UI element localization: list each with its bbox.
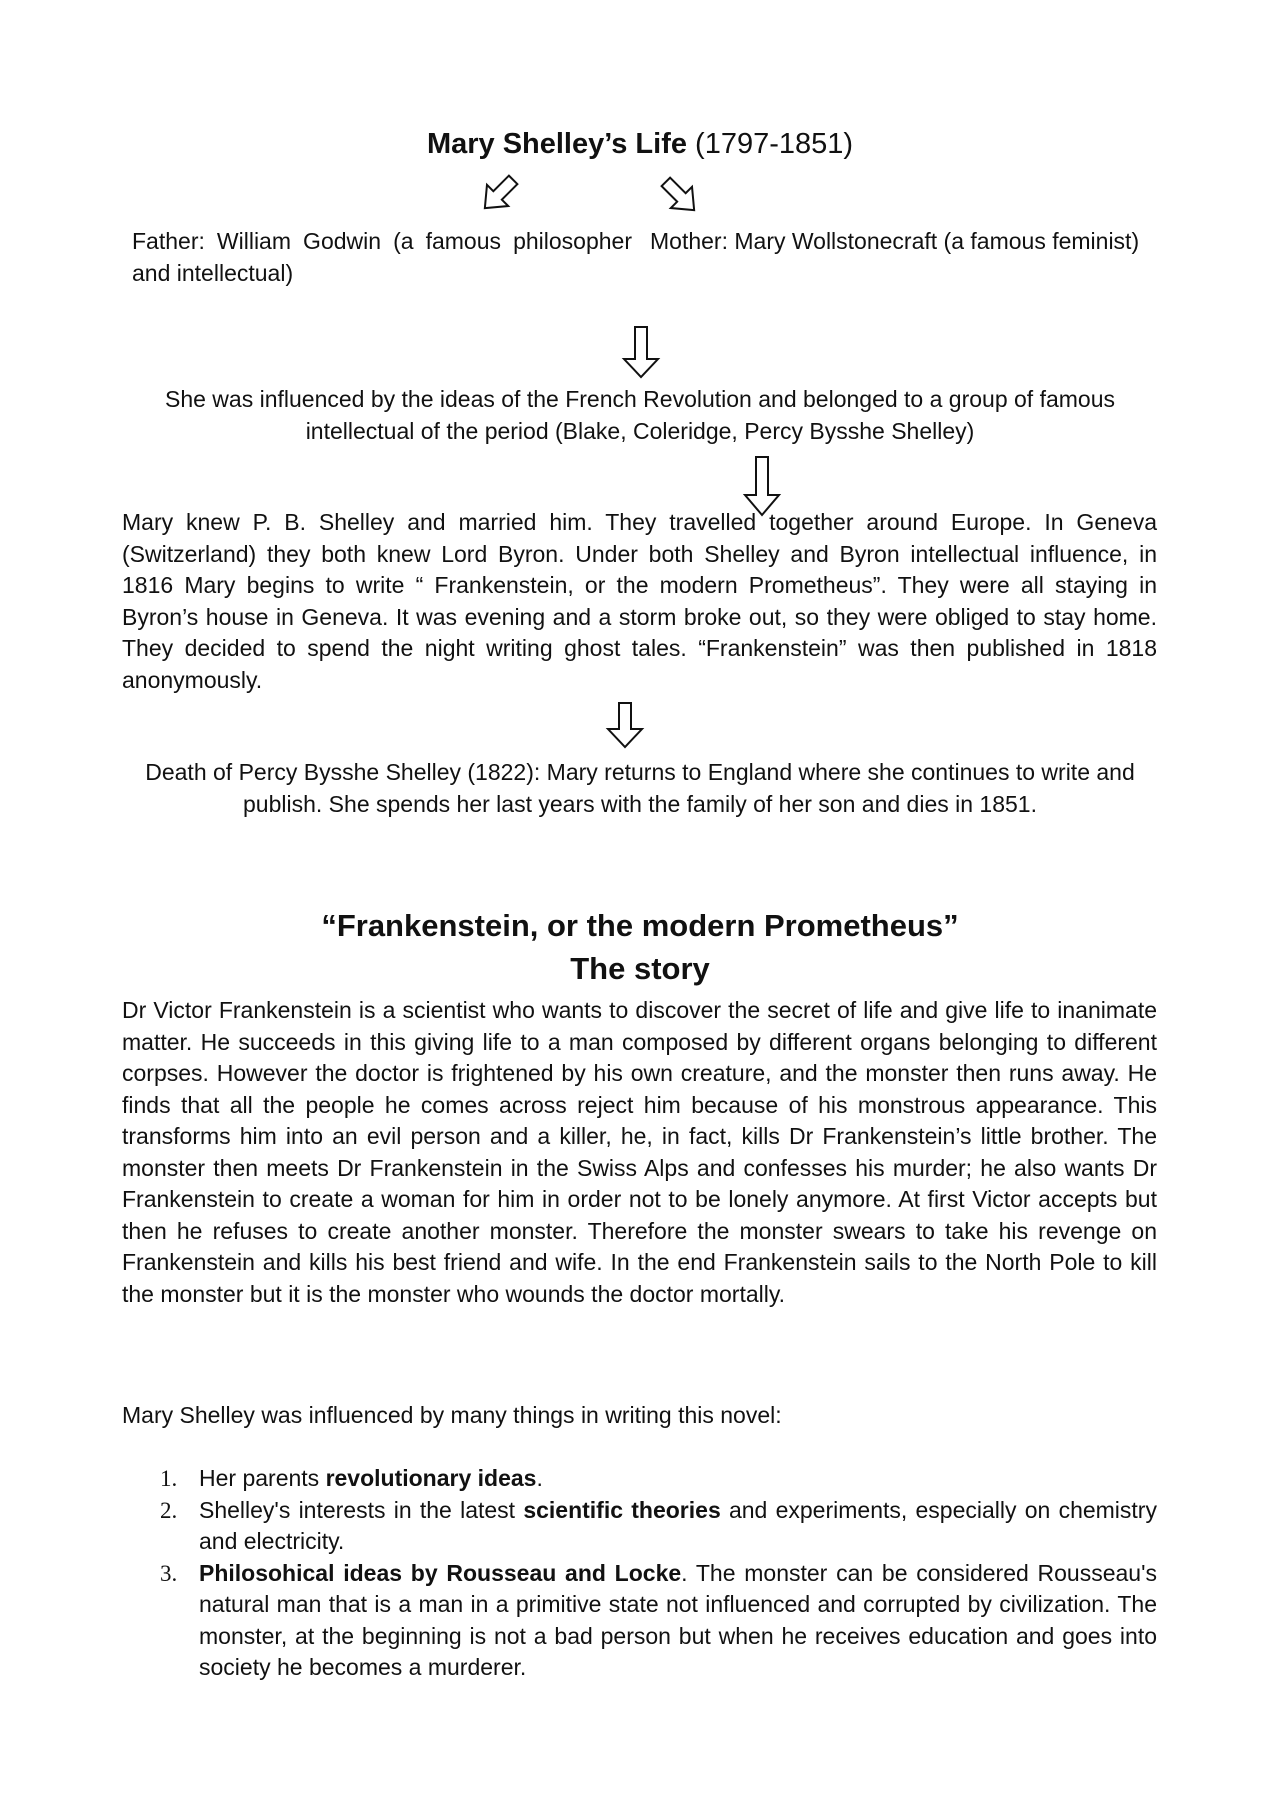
title-name: Mary Shelley’s Life [426, 128, 687, 160]
list-item [122, 1558, 1157, 1684]
list-item-bold: scientific theories [523, 1496, 721, 1523]
father-text: Father: William Godwin (a famous philosopher and intellectual) [132, 228, 632, 286]
list-item-text: Shelley's interests in the latest [199, 1496, 524, 1523]
arrow-down-left-icon [478, 172, 520, 216]
list-item-text: Her parents [199, 1465, 326, 1491]
title-dates: (1797-1851) [695, 128, 854, 160]
arrow-down-right-icon [659, 174, 701, 218]
list-item-number: 3. [160, 1560, 178, 1586]
list-item-text: and experiments, especially on chemistry and electricity. [199, 1496, 1157, 1554]
list-item [122, 1495, 1157, 1558]
page-title [0, 124, 1280, 164]
list-item-bold: revolutionary ideas [325, 1465, 537, 1491]
death-paragraph: Death of Percy Bysshe Shelley (1822): Mary returns to England where she continues to write and publish. She spends her last years with the family of her son and dies in 1851. [145, 759, 1135, 817]
list-item-text: . [536, 1465, 543, 1491]
influence-paragraph: She was influenced by the ideas of the French Revolution and belonged to a group of famous intellectual of the period (Blake, Coleridge, Percy Bysshe Shelley) [164, 386, 1116, 444]
list-item [122, 1463, 1157, 1495]
arrow-down-icon [621, 325, 661, 379]
list-item-bold: Philosohical ideas by Rousseau and Locke [199, 1559, 682, 1586]
novel-title: “Frankenstein, or the modern Prometheus” [321, 908, 959, 943]
list-item-number: 2. [160, 1497, 178, 1523]
arrow-down-icon [605, 701, 645, 749]
story-paragraph: Dr Victor Frankenstein is a scientist who wants to discover the secret of life and give life to inanimate matter. He succeeds in this giving life to a man composed by different organs belonging to different corpses. However the doctor is frightened by his own creature, and the monster then runs away. He finds that all the people he comes across reject him because of his monstrous appearance. This transforms him into an evil person and a killer, he, in fact, kills Dr Frankenstein’s little brother. The monster then meets Dr Frankenstein in the Swiss Alps and confesses his murder; he also wants Dr Frankenstein to create a woman for him in order not to be lonely anymore. At first Victor accepts but then he refuses to create another monster. Therefore the monster swears to take his revenge on Frankenstein and kills his best friend and wife. In the end Frankenstein sails to the North Pole to kill the monster but it is the monster who wounds the doctor mortally. [122, 997, 1157, 1307]
mother-text: Mother: Mary Wollstonecraft (a famous feminist) [650, 228, 1140, 254]
influences-list [122, 1463, 1157, 1684]
list-item-text: . The monster can be considered Rousseau's natural man that is a man in a primitive state not influenced and corrupted by civilization. The monster, at the beginning is not a bad person but when he receives education and goes into society he becomes a murderer. [199, 1559, 1157, 1680]
influences-intro: Mary Shelley was influenced by many things in writing this novel: [122, 1402, 782, 1428]
story-heading: The story [570, 951, 710, 986]
meeting-paragraph: Mary knew P. B. Shelley and married him. They travelled together around Europe. In Geneva (Switzerland) they both knew Lord Byron. Under both Shelley and Byron intellectual influence, in 1816 Mary begins to write “ Frankenstein, or the modern Prometheus”. They were all staying in Byron’s house in Geneva. It was evening and a storm broke out, so they were obliged to stay home. They decided to spend the night writing ghost tales. “Frankenstein” was then published in 1818 anonymously. [122, 509, 1157, 693]
list-item-number: 1. [160, 1466, 178, 1491]
